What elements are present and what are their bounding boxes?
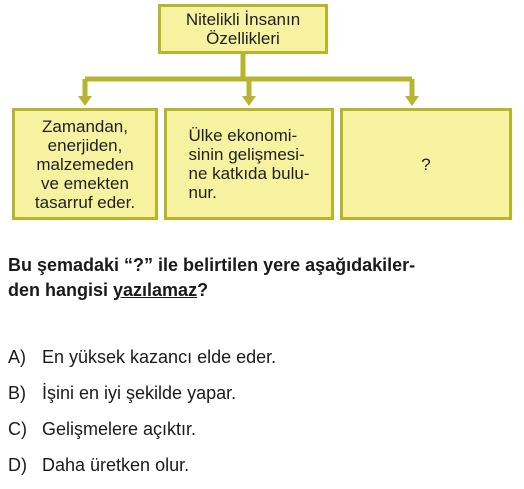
option-d-letter: D)	[8, 455, 27, 475]
option-a[interactable]	[8, 345, 508, 381]
option-b[interactable]	[8, 381, 508, 417]
option-c-letter: C)	[8, 419, 27, 439]
question-line-1: Bu şemadaki “?” ile belirtilen yere aşağıdakiler-	[8, 255, 416, 275]
child-label-1: Zamandan, enerjiden, malzemeden ve emekten tasarruf eder.	[34, 116, 136, 212]
option-c-text: Gelişmelere açıktır.	[42, 419, 197, 439]
arrow-left	[78, 96, 92, 106]
option-d[interactable]	[8, 453, 508, 489]
root-label: Nitelikli İnsanın Özellikleri	[185, 10, 301, 48]
option-b-text: İşini en iyi şekilde yapar.	[42, 383, 237, 403]
option-b-letter: B)	[8, 383, 26, 403]
concept-diagram	[0, 0, 524, 230]
option-a-text: En yüksek kazancı elde eder.	[42, 347, 277, 367]
underlined-word: yazılamaz	[113, 280, 198, 300]
answer-options	[8, 345, 508, 489]
question-line-2-prefix: den hangisi	[8, 280, 114, 300]
root-box	[158, 4, 328, 54]
arrow-middle	[242, 96, 256, 106]
child-box-2	[164, 108, 334, 220]
option-a-letter: A)	[8, 347, 26, 367]
arrow-right	[405, 96, 419, 106]
question-line-2	[8, 278, 520, 303]
question-line-2-suffix: ?	[197, 280, 209, 300]
child-label-2: Ülke ekonomi- sinin gelişmesi- ne katkıda bulu- nur.	[188, 126, 310, 202]
option-c[interactable]	[8, 417, 508, 453]
child-label-3: ?	[421, 154, 431, 174]
question-text	[8, 253, 520, 303]
option-d-text: Daha üretken olur.	[42, 455, 190, 475]
child-box-3	[340, 108, 512, 220]
child-box-1	[12, 108, 158, 220]
